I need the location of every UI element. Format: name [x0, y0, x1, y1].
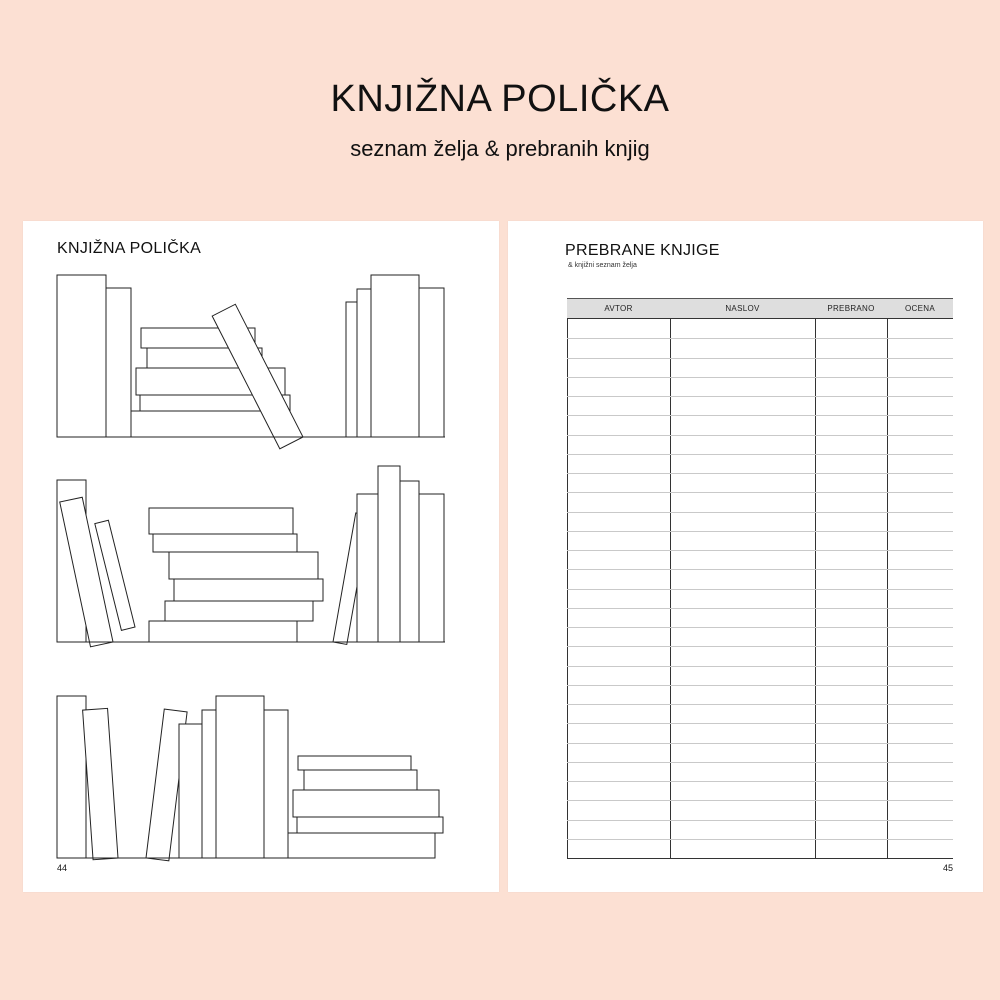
book [57, 275, 106, 437]
book [293, 790, 439, 817]
book [153, 534, 297, 552]
table-row [567, 666, 953, 667]
table-row [567, 531, 953, 532]
right-page-heading: PREBRANE KNJIGE [565, 242, 720, 259]
table-row [567, 396, 953, 397]
book [131, 411, 280, 437]
table-row [567, 627, 953, 628]
table-row [567, 569, 953, 570]
book [357, 289, 371, 437]
table-row [567, 743, 953, 744]
table-row [567, 608, 953, 609]
book [304, 770, 417, 790]
page-number: 44 [57, 863, 68, 873]
table-row [567, 781, 953, 782]
table-row [567, 338, 953, 339]
table-row [567, 646, 953, 647]
book [419, 494, 444, 642]
table-row [567, 377, 953, 378]
table-row [567, 454, 953, 455]
book [174, 579, 323, 601]
book [357, 494, 378, 642]
hero-title: KNJIŽNA POLIČKA [330, 78, 670, 120]
page-number: 45 [942, 863, 953, 873]
table-row [567, 550, 953, 551]
table-header [567, 298, 953, 319]
book [378, 466, 400, 642]
bookshelf-illustration [23, 221, 499, 892]
right-page [508, 221, 983, 892]
book [371, 275, 419, 437]
table-row [567, 473, 953, 474]
book [288, 833, 435, 858]
table-row [567, 415, 953, 416]
book [169, 552, 318, 579]
book [264, 710, 288, 858]
column-header-title: NASLOV [725, 304, 760, 313]
table-row [567, 512, 953, 513]
table-row [567, 589, 953, 590]
right-page-subheading: & knjižni seznam želja [568, 262, 637, 269]
book [83, 708, 118, 859]
table-row [567, 839, 953, 840]
book [106, 288, 131, 437]
book [297, 817, 443, 833]
table-row [567, 762, 953, 763]
book [298, 756, 411, 770]
book [202, 710, 216, 858]
table-row [567, 723, 953, 724]
reading-log-table [567, 298, 953, 859]
column-header-rating: OCENA [905, 304, 935, 313]
table-row [567, 435, 953, 436]
book [165, 601, 313, 621]
book [57, 696, 86, 858]
hero-subtitle: seznam želja & prebranih knjig [350, 136, 650, 161]
book [149, 621, 297, 642]
table-row [567, 685, 953, 686]
book [179, 724, 202, 858]
table-row [567, 820, 953, 821]
book [149, 508, 293, 534]
table-bottom-line [567, 858, 953, 859]
table-row [567, 704, 953, 705]
left-page-heading: KNJIŽNA POLIČKA [57, 240, 202, 257]
table-row [567, 492, 953, 493]
table-row [567, 358, 953, 359]
table-row [567, 800, 953, 801]
book [216, 696, 264, 858]
book [400, 481, 419, 642]
left-page [23, 221, 499, 892]
column-header-author: AVTOR [604, 304, 633, 313]
book [346, 302, 357, 437]
book [419, 288, 444, 437]
column-header-read: PREBRANO [827, 304, 875, 313]
